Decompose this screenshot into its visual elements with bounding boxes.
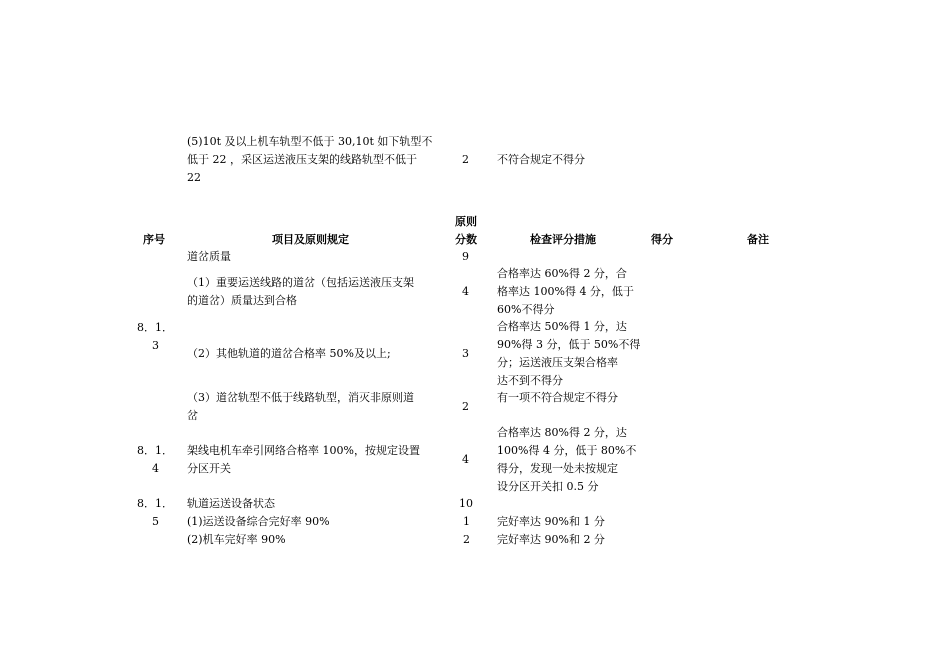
row-814-item-line-2: 分区开关 [187,462,231,475]
row-815-sub1-score: 1 [463,515,470,528]
top-row-item-line-2: 低于 22 ，采区运送液压支架的线路轨型不低于 [187,153,417,166]
row-813-sub1-measure-line-3: 60%不得分 [497,303,555,316]
row-813-sub1-item-line-1: （1）重要运送线路的道岔（包括运送液压支架 [187,276,414,289]
row-813-sub2-score: 3 [462,347,469,360]
row-813-sub2-measure-line-1: 合格率达 50%得 1 分，达 [497,320,627,333]
row-813-seq-line-1: 8．1． [137,321,173,334]
header-item: 项目及原则规定 [272,233,349,246]
row-813-sub2-measure-line-3: 分；运送液压支架合格率 [497,356,618,369]
row-813-title-score: 9 [462,250,469,263]
row-815-seq-line-1: 8．1． [137,497,173,510]
row-814-measure-line-4: 设分区开关扣 0.5 分 [497,480,599,493]
row-813-seq-line-2: 3 [152,339,159,352]
row-813-sub2-item: （2）其他轨道的道岔合格率 50%及以上; [187,347,391,360]
header-remark: 备注 [747,233,769,246]
row-815-title: 轨道运送设备状态 [187,497,275,510]
top-row-measure: 不符合规定不得分 [497,153,585,166]
header-got-score: 得分 [651,233,673,246]
top-row-item-line-1: (5)10t 及以上机车轨型不低于 30,10t 如下轨型不 [187,135,433,148]
row-813-sub3-score: 2 [462,400,469,413]
row-815-sub2-item: (2)机车完好率 90% [187,533,286,546]
row-814-seq-line-1: 8．1． [137,444,173,457]
header-measure: 检查评分措施 [530,233,596,246]
row-815-title-score: 10 [459,497,473,510]
row-815-sub1-measure: 完好率达 90%和 1 分 [497,515,605,528]
row-815-sub1-item: (1)运送设备综合完好率 90% [187,515,330,528]
row-813-title: 道岔质量 [187,250,231,263]
row-813-sub1-measure-line-2: 格率达 100%得 4 分，低于 [497,285,634,298]
top-row-item-line-3: 22 [187,171,201,184]
header-score-line-1: 原则 [455,215,477,228]
row-814-measure-line-2: 100%得 4 分，低于 80%不 [497,444,637,457]
row-813-sub3-measure: 有一项不符合规定不得分 [497,391,618,404]
header-score-line-2: 分数 [455,233,477,246]
row-813-sub1-measure-line-1: 合格率达 60%得 2 分，合 [497,267,627,280]
row-815-sub2-measure: 完好率达 90%和 2 分 [497,533,605,546]
row-813-sub1-item-line-2: 的道岔）质量达到合格 [187,294,297,307]
header-seq: 序号 [143,233,165,246]
row-815-sub2-score: 2 [463,533,470,546]
row-813-sub1-score: 4 [462,285,469,298]
row-814-score: 4 [462,453,469,466]
row-813-sub3-item-line-2: 岔 [187,409,198,422]
row-813-sub2-measure-line-4: 达不到不得分 [497,374,563,387]
top-row-score: 2 [462,153,469,166]
row-814-measure-line-1: 合格率达 80%得 2 分，达 [497,426,627,439]
row-813-sub2-measure-line-2: 90%得 3 分，低于 50%不得 [497,338,641,351]
row-813-sub3-item-line-1: （3）道岔轨型不低于线路轨型，消灭非原则道 [187,391,414,404]
row-814-seq-line-2: 4 [152,462,159,475]
row-814-measure-line-3: 得分，发现一处未按规定 [497,462,618,475]
row-814-item-line-1: 架线电机车牵引网络合格率 100%，按规定设置 [187,444,420,457]
row-815-seq-line-2: 5 [152,515,159,528]
